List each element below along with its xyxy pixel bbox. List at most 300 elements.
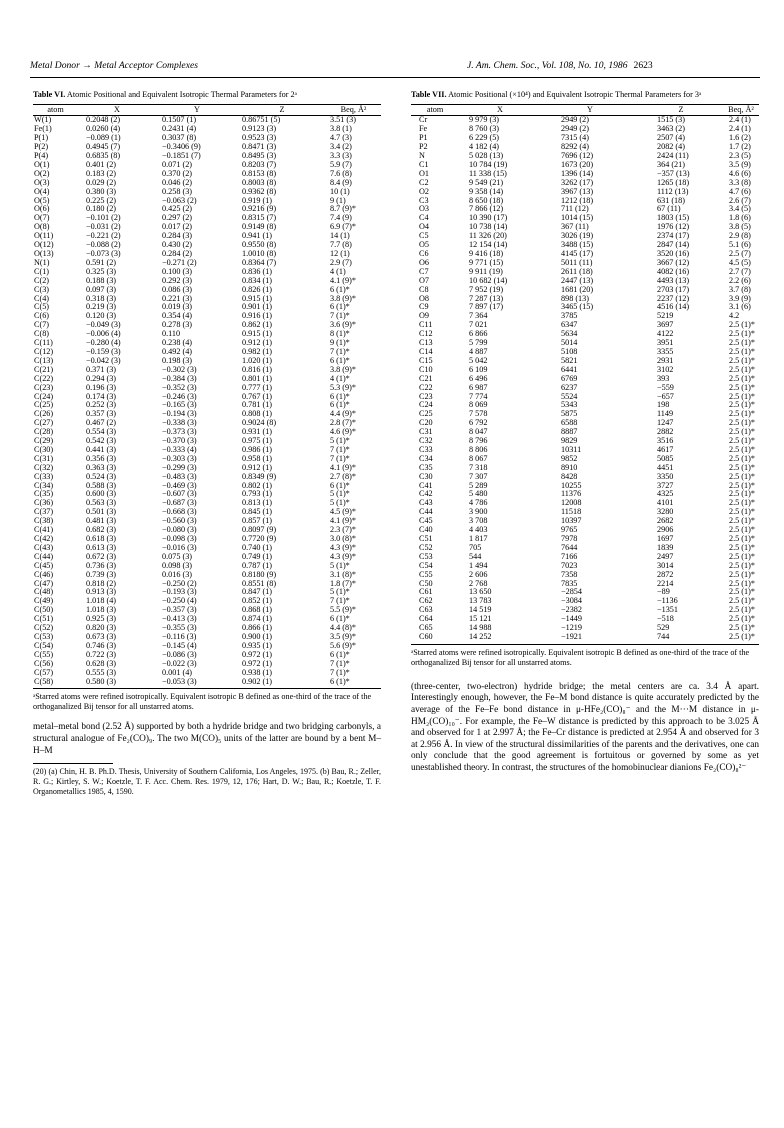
table6-cell: O(7) [34,213,50,223]
table7-row [411,633,759,644]
table7-cell: −3084 [561,596,582,606]
table7-cell: 5343 [561,400,578,410]
table7-cell: 2447 (13) [561,275,594,285]
table6-cell: C(58) [33,678,78,689]
table7-cell: 6 792 [469,418,488,428]
table6-cell: 0.781 (1) [242,400,273,410]
table6-cell: C(7) [34,320,50,330]
table6-cell: 0.972 (1) [242,649,273,659]
table7-cell: 3102 [657,364,674,374]
table6-cell: 0.9523 (3) [242,133,277,143]
table7-cell: 367 (11) [561,222,589,232]
table6-cell: 0.563 (3) [86,498,117,508]
table6-cell: 8 (1)* [330,329,350,339]
table6-cell: 0.628 (3) [86,658,117,668]
table7-cell: 1014 (15) [561,213,594,223]
table6-cell: 0.198 (3) [162,355,193,365]
table7-row [411,517,759,526]
table6-cell: 0.380 (3) [86,186,117,196]
table6-cell: 4.3 (9)* [330,542,356,552]
table6-cell: C(1) [34,266,50,276]
table7-cell: 8 796 [469,436,488,446]
table6-cell: 0.826 (1) [242,284,273,294]
table7-cell: 2.3 (5) [729,151,751,161]
table7-cell: 9852 [561,453,578,463]
table7-cell: C2 [419,177,429,187]
table7-cell: 5108 [561,346,578,356]
table7-cell: 2.5 (1)* [729,525,755,535]
table7-cell: 14 988 [469,623,492,633]
table7-cell: 4325 [657,489,674,499]
table7-row [411,571,759,580]
table6-cell: −0.016 (3) [162,542,197,552]
table6-cell: 5 (1)* [330,560,350,570]
table7-cell: C60 [411,633,459,644]
table7-cell: 1.6 (2) [729,133,751,143]
table7-cell: 6 229 (5) [469,133,500,143]
table7-cell: 3.1 (6) [729,302,751,312]
table6-cell: 0.9216 (9) [242,204,277,214]
table6-cell: 0.467 (2) [86,418,117,428]
table7-cell: 8 069 [469,400,488,410]
table7-cell: 12 154 (14) [469,240,508,250]
table6-cell: C(5) [34,302,50,312]
table7-cell: 9829 [561,436,578,446]
table6-cell: 1.0010 (8) [242,249,277,258]
table6-cell: C(25) [34,400,54,410]
table6 [33,104,381,690]
table6-cell: C(36) [34,498,54,508]
table7-cell: 2497 [657,551,674,561]
table6-cell: 0.836 (1) [242,266,273,276]
table7-cell: C54 [419,560,433,570]
table6-cell: P(2) [34,142,49,152]
table6-cell: 0.847 (1) [242,587,273,597]
table7-cell: 1681 (20) [561,284,594,294]
table7-cell: 1 817 [469,534,488,543]
table6-cell: 0.318 (3) [86,293,117,303]
table6-cell: C(45) [34,560,54,570]
reference-20: (20) (a) Chin, H. B. Ph.D. Thesis, University of Southern California, Los Angeles, 1975. (b) Bau, R.; Zeller, R. G.; Kirtley, S. W.; Koetzle, T. F. Acc. Chem. Res. 1979, 12, 176; Hart, D. W.; Bau, R.; Koetzle, T. F. Organometallics 1985, 4, 1590. [33,767,381,796]
table7-column-header: Y [541,104,639,116]
table7-cell: 2.4 (1) [729,124,751,134]
table6-cell: 0.975 (1) [242,436,273,446]
table7-cell: C64 [419,614,433,624]
table7-cell: 2949 (2) [561,124,589,134]
table7-cell: 3.4 (5) [729,204,751,214]
table6-cell: 4.1 (9)* [330,462,356,472]
table7-cell: C24 [419,400,433,410]
table6-cell: 1.8 (7)* [330,578,356,588]
table6-cell: −0.413 (3) [162,614,197,624]
table6-cell: 0.9550 (8) [242,240,277,250]
table7-cell: 7166 [561,551,578,561]
table7-cell: 5 799 [469,338,488,348]
table7-cell: 364 (21) [657,159,685,169]
table6-cell: 0.542 (3) [86,436,117,446]
table7-cell: C43 [419,498,433,508]
table7-cell: 7 578 [469,409,488,419]
table7-row [411,553,759,562]
table6-cell: 1.018 (3) [86,605,117,615]
table6-cell: −0.1851 (7) [162,151,201,161]
table7-cell: 4617 [657,444,674,454]
table6-cell: 0.196 (3) [86,382,117,392]
table7-cell: 4101 [657,498,674,508]
table7-cell: O4 [419,222,430,232]
table6-cell: C(49) [34,596,54,606]
table7-cell: 2.5 (1)* [729,409,755,419]
table6-cell: 4.4 (9)* [330,409,356,419]
table7-cell: 2.5 (1)* [723,633,759,644]
table6-cell: C(6) [34,311,50,321]
table6-cell: 2.3 (7)* [330,525,356,535]
table7-cell: 3697 [657,320,674,330]
table7-cell: C22 [419,382,433,392]
table7-cell: 3.7 (8) [729,284,751,294]
table6-cell: −0.101 (2) [86,213,121,223]
table7-row [411,401,759,410]
table7-cell: C23 [419,391,433,401]
table6-cell: 0.1507 (1) [162,115,197,125]
table6-cell: C(32) [34,462,54,472]
table6-title: Atomic Positional and Equivalent Isotropic Thermal Parameters for 2ᵃ [66,90,297,99]
table7-row [411,482,759,491]
table6-cell: 0.110 [162,329,181,339]
table6-cell: 6 (1)* [330,480,350,490]
table6-cell: −0.246 (3) [162,391,197,401]
table6-cell: 0.919 (1) [242,195,273,205]
table7-cell: 4 182 (4) [469,142,500,152]
table7-cell: 7 287 (13) [469,293,504,303]
table6-cell: 5 (1)* [330,489,350,499]
table6-cell: 7 (1)* [330,311,350,321]
table7-cell: C63 [419,605,433,615]
table7-cell: −1351 [657,605,678,615]
table7-cell: 3488 (15) [561,240,594,250]
table7-cell: 3.3 (8) [729,177,751,187]
table6-cell: 4.3 (9)* [330,551,356,561]
table6-cell: −0.483 (3) [162,471,197,481]
table7-cell: 9 358 (14) [469,186,504,196]
table6-cell: −0.338 (3) [162,418,197,428]
table6-cell: 0.580 (3) [78,678,156,689]
table6-cell: 6 (1)* [330,284,350,294]
table6-cell: −0.042 (3) [86,355,121,365]
table6-cell: 0.938 (1) [242,667,273,677]
table7-cell: −1921 [541,633,639,644]
table6-cell: 0.913 (3) [86,587,117,597]
table7-cell: 8887 [561,427,578,437]
table7-cell: 2931 [657,355,674,365]
table7-cell: 3727 [657,480,674,490]
table6-cell: 4.1 (9)* [330,275,356,285]
table7-cell: 8 650 (18) [469,195,504,205]
table7-cell: 3 708 [469,516,488,526]
table7-cell: C34 [419,453,433,463]
table6-cell: C(57) [34,667,54,677]
table6-cell: 3.4 (2) [330,142,352,152]
table7-cell: 7978 [561,534,578,543]
table7-cell: 5 028 (13) [469,151,504,161]
table7-column-header: atom [411,104,459,116]
table7-cell: 9765 [561,525,578,535]
table6-cell: 5 (1)* [330,498,350,508]
table7-cell: 4 403 [469,525,488,535]
table7-cell: 2.5 (1)* [729,578,755,588]
table7-cell: 4 887 [469,346,488,356]
table7-cell: 4.2 [729,311,740,321]
table6-cell: 0.2431 (4) [162,124,197,134]
table6-cell: C(29) [34,436,54,446]
table7-cell: 2.7 (7) [729,266,751,276]
table7-row [411,303,759,312]
table6-cell: 0.325 (3) [86,266,117,276]
table6-cell: 0.098 (3) [162,560,193,570]
table7-cell: 10311 [561,444,582,454]
table6-cell: 5.5 (9)* [330,605,356,615]
table6-cell: C(28) [34,427,54,437]
table6-cell: −0.221 (2) [86,231,121,241]
table6-cell: −0.250 (2) [162,578,197,588]
table7-cell: C1 [419,159,429,169]
table6-cell: 0.935 (1) [242,640,273,650]
table6-cell: 0.0260 (4) [86,124,121,134]
table7-cell: C51 [419,534,433,543]
table7-row [411,428,759,437]
table7-cell: C41 [419,480,433,490]
table6-cell: O(11) [34,231,54,241]
table6-cell: −0.049 (3) [86,320,121,330]
table7-cell: 8 806 [469,444,488,454]
table7-cell: 3262 (17) [561,177,594,187]
table7-cell: −657 [657,391,674,401]
table6-cell: W(1) [34,115,52,125]
table7-row [411,330,759,339]
table7-row [411,446,759,455]
table6-cell: −0.469 (3) [162,480,197,490]
table6-cell: 0.818 (2) [86,578,117,588]
table7-cell: 10255 [561,480,582,490]
table7-cell: 10 784 (19) [469,159,508,169]
table6-cell: 0.017 (2) [162,222,193,232]
table7-row [411,580,759,589]
table6-cell: 0.183 (2) [86,168,117,178]
table6-column-header: Y [156,104,238,116]
table6-cell: 0.100 (3) [162,266,193,276]
table7-cell: 2.5 (1)* [729,436,755,446]
table6-cell: 0.8180 (9) [242,569,277,579]
table7-cell: 3667 (12) [657,257,690,267]
table7-cell: 8 067 [469,453,488,463]
table6-cell: 0.852 (1) [242,596,273,606]
table7-row [411,348,759,357]
table6-cell: C(24) [34,391,54,401]
table7-cell: C65 [419,623,433,633]
table7-cell: 2.5 (1)* [729,542,755,552]
table7-row [411,455,759,464]
table7-cell: 3463 (2) [657,124,685,134]
table7-cell: O1 [419,168,430,178]
table6-cell: 0.363 (3) [86,462,117,472]
table7-cell: 6 109 [469,364,488,374]
table7-cell: 2.5 (1)* [729,560,755,570]
table7-cell: 2.5 (1)* [729,355,755,365]
table6-cell: 7.4 (9) [330,213,352,223]
table7-cell: 9 979 (3) [469,115,500,125]
table6-cell: 0.356 (3) [86,453,117,463]
table7-cell: 2.5 (1)* [729,480,755,490]
table6-cell: 0.900 (1) [242,631,273,641]
table6-cell: C(56) [34,658,54,668]
table7-cell: 6347 [561,320,578,330]
table6-cell: C(13) [34,355,54,365]
table7-cell: 2949 (2) [561,115,589,125]
table7-row [411,473,759,482]
table6-cell: −0.022 (3) [162,658,197,668]
table6-cell: C(27) [34,418,54,428]
table7-cell: 2.5 (1)* [729,551,755,561]
table6-cell: C(52) [34,623,54,633]
table6-cell: −0.355 (3) [162,623,197,633]
table6-cell: −0.031 (2) [86,222,121,232]
table7-cell: 4516 (14) [657,302,690,312]
table7-row [411,384,759,393]
page-number: 2623 [633,60,653,71]
table6-cell: 7 (1)* [330,346,350,356]
table7-row [411,597,759,606]
table7-cell: 7 021 [469,320,488,330]
table7-cell: C53 [419,551,433,561]
table7-cell: 5634 [561,329,578,339]
table6-cell: 12 (1) [330,249,350,258]
table7-cell: 6769 [561,373,578,383]
table7-cell: C62 [419,596,433,606]
table7-cell: 2507 (4) [657,133,685,143]
table7-cell: 2.5 (1)* [729,453,755,463]
table6-cell: 0.931 (1) [242,427,273,437]
table7-cell: 744 [639,633,723,644]
table7-row [411,375,759,384]
table6-cell: 0.739 (3) [86,569,117,579]
table7-cell: 1212 (18) [561,195,594,205]
table7-cell: 7023 [561,560,578,570]
table6-cell: C(33) [34,471,54,481]
table6-cell: 0.9024 (8) [242,418,277,428]
header-rule [30,77,760,78]
table7-cell: 898 (13) [561,293,589,303]
table7-cell: −518 [657,614,674,624]
table6-cell: C(53) [34,631,54,641]
table7-cell: 3520 (16) [657,249,690,258]
table7-cell: Cr [419,115,428,125]
table6-cell: 0.746 (3) [86,640,117,650]
table6-cell: O(8) [34,222,50,232]
table6-cell: 0.370 (2) [162,168,193,178]
table6-cell: −0.089 (1) [86,133,121,143]
table6-cell: 0.857 (1) [242,516,273,526]
table7-cell: 2.6 (7) [729,195,751,205]
table6-cell: 0.029 (2) [86,177,117,187]
table7-row [411,615,759,624]
table7-cell: 2.5 (1)* [729,498,755,508]
table6-cell: 5.9 (7) [330,159,352,169]
table7-cell: 2.9 (8) [729,231,751,241]
table7-cell: 3026 (19) [561,231,594,241]
table6-cell: −0.098 (3) [162,534,197,543]
table7-cell: 4.7 (6) [729,186,751,196]
table6-cell: 0.874 (1) [242,614,273,624]
table7-cell: 2906 [657,525,674,535]
table7-row [411,562,759,571]
table7-cell: 2.5 (1)* [729,400,755,410]
table6-cell: 0.8349 (9) [242,471,277,481]
table6-cell: −0.303 (3) [162,453,197,463]
table6-cell: C(50) [34,605,54,615]
table7-cell: 2.5 (1)* [729,516,755,526]
table6-cell: 0.6835 (8) [86,151,121,161]
table7-cell: C9 [419,302,429,312]
table7-cell: 3465 (15) [561,302,594,312]
table7 [411,104,759,645]
table7-cell: 13 650 [469,587,492,597]
running-head-journal [467,60,653,71]
table6-cell: 0.046 (2) [162,177,193,187]
table6-cell: 5.6 (9)* [330,640,356,650]
table7-cell: 2682 [657,516,674,526]
table7-cell: P2 [419,142,428,152]
table7-cell: 1976 (12) [657,222,690,232]
table7-cell: 3516 [657,436,674,446]
table7-cell: 10 738 (14) [469,222,508,232]
table7-cell: 5 289 [469,480,488,490]
table7-row [411,437,759,446]
table7-cell: C31 [419,427,433,437]
table6-cell: C(37) [34,507,54,517]
table7-cell: 5 480 [469,489,488,499]
table7-cell: 7 866 (12) [469,204,504,214]
table7-cell: 2214 [657,578,674,588]
table7-cell: 2.5 (1)* [729,569,755,579]
table6-cell: O(6) [34,204,50,214]
left-column [33,90,381,797]
table6-cell: 0.982 (1) [242,346,273,356]
table6-cell: 0.972 (1) [242,658,273,668]
table7-cell: C42 [419,489,433,499]
table6-cell: 3.8 (9)* [330,293,356,303]
table7-cell: 2.5 (1)* [729,346,755,356]
table6-cell: 9 (1)* [330,338,350,348]
table7-cell: O5 [419,240,430,250]
table6-cell: 0.9123 (3) [242,124,277,134]
table7-cell: 2237 (12) [657,293,690,303]
table6-cell: 0.297 (2) [162,213,193,223]
table7-cell: 15 121 [469,614,492,624]
table6-cell: 0.284 (2) [162,249,193,258]
table7-cell: 9 771 (15) [469,257,504,267]
table7-cell: 13 783 [469,596,492,606]
table6-cell: −0.145 (4) [162,640,197,650]
table7-cell: C12 [419,329,433,339]
table6-cell: 0.441 (3) [86,444,117,454]
table6-cell: C(38) [34,516,54,526]
table6-cell: 3.8 (1) [330,124,352,134]
table7-cell: 3280 [657,507,674,517]
table7-cell: 2.5 (1)* [729,391,755,401]
right-column [411,90,759,775]
table7-cell: 12008 [561,498,582,508]
table7-cell: C6 [419,249,429,258]
